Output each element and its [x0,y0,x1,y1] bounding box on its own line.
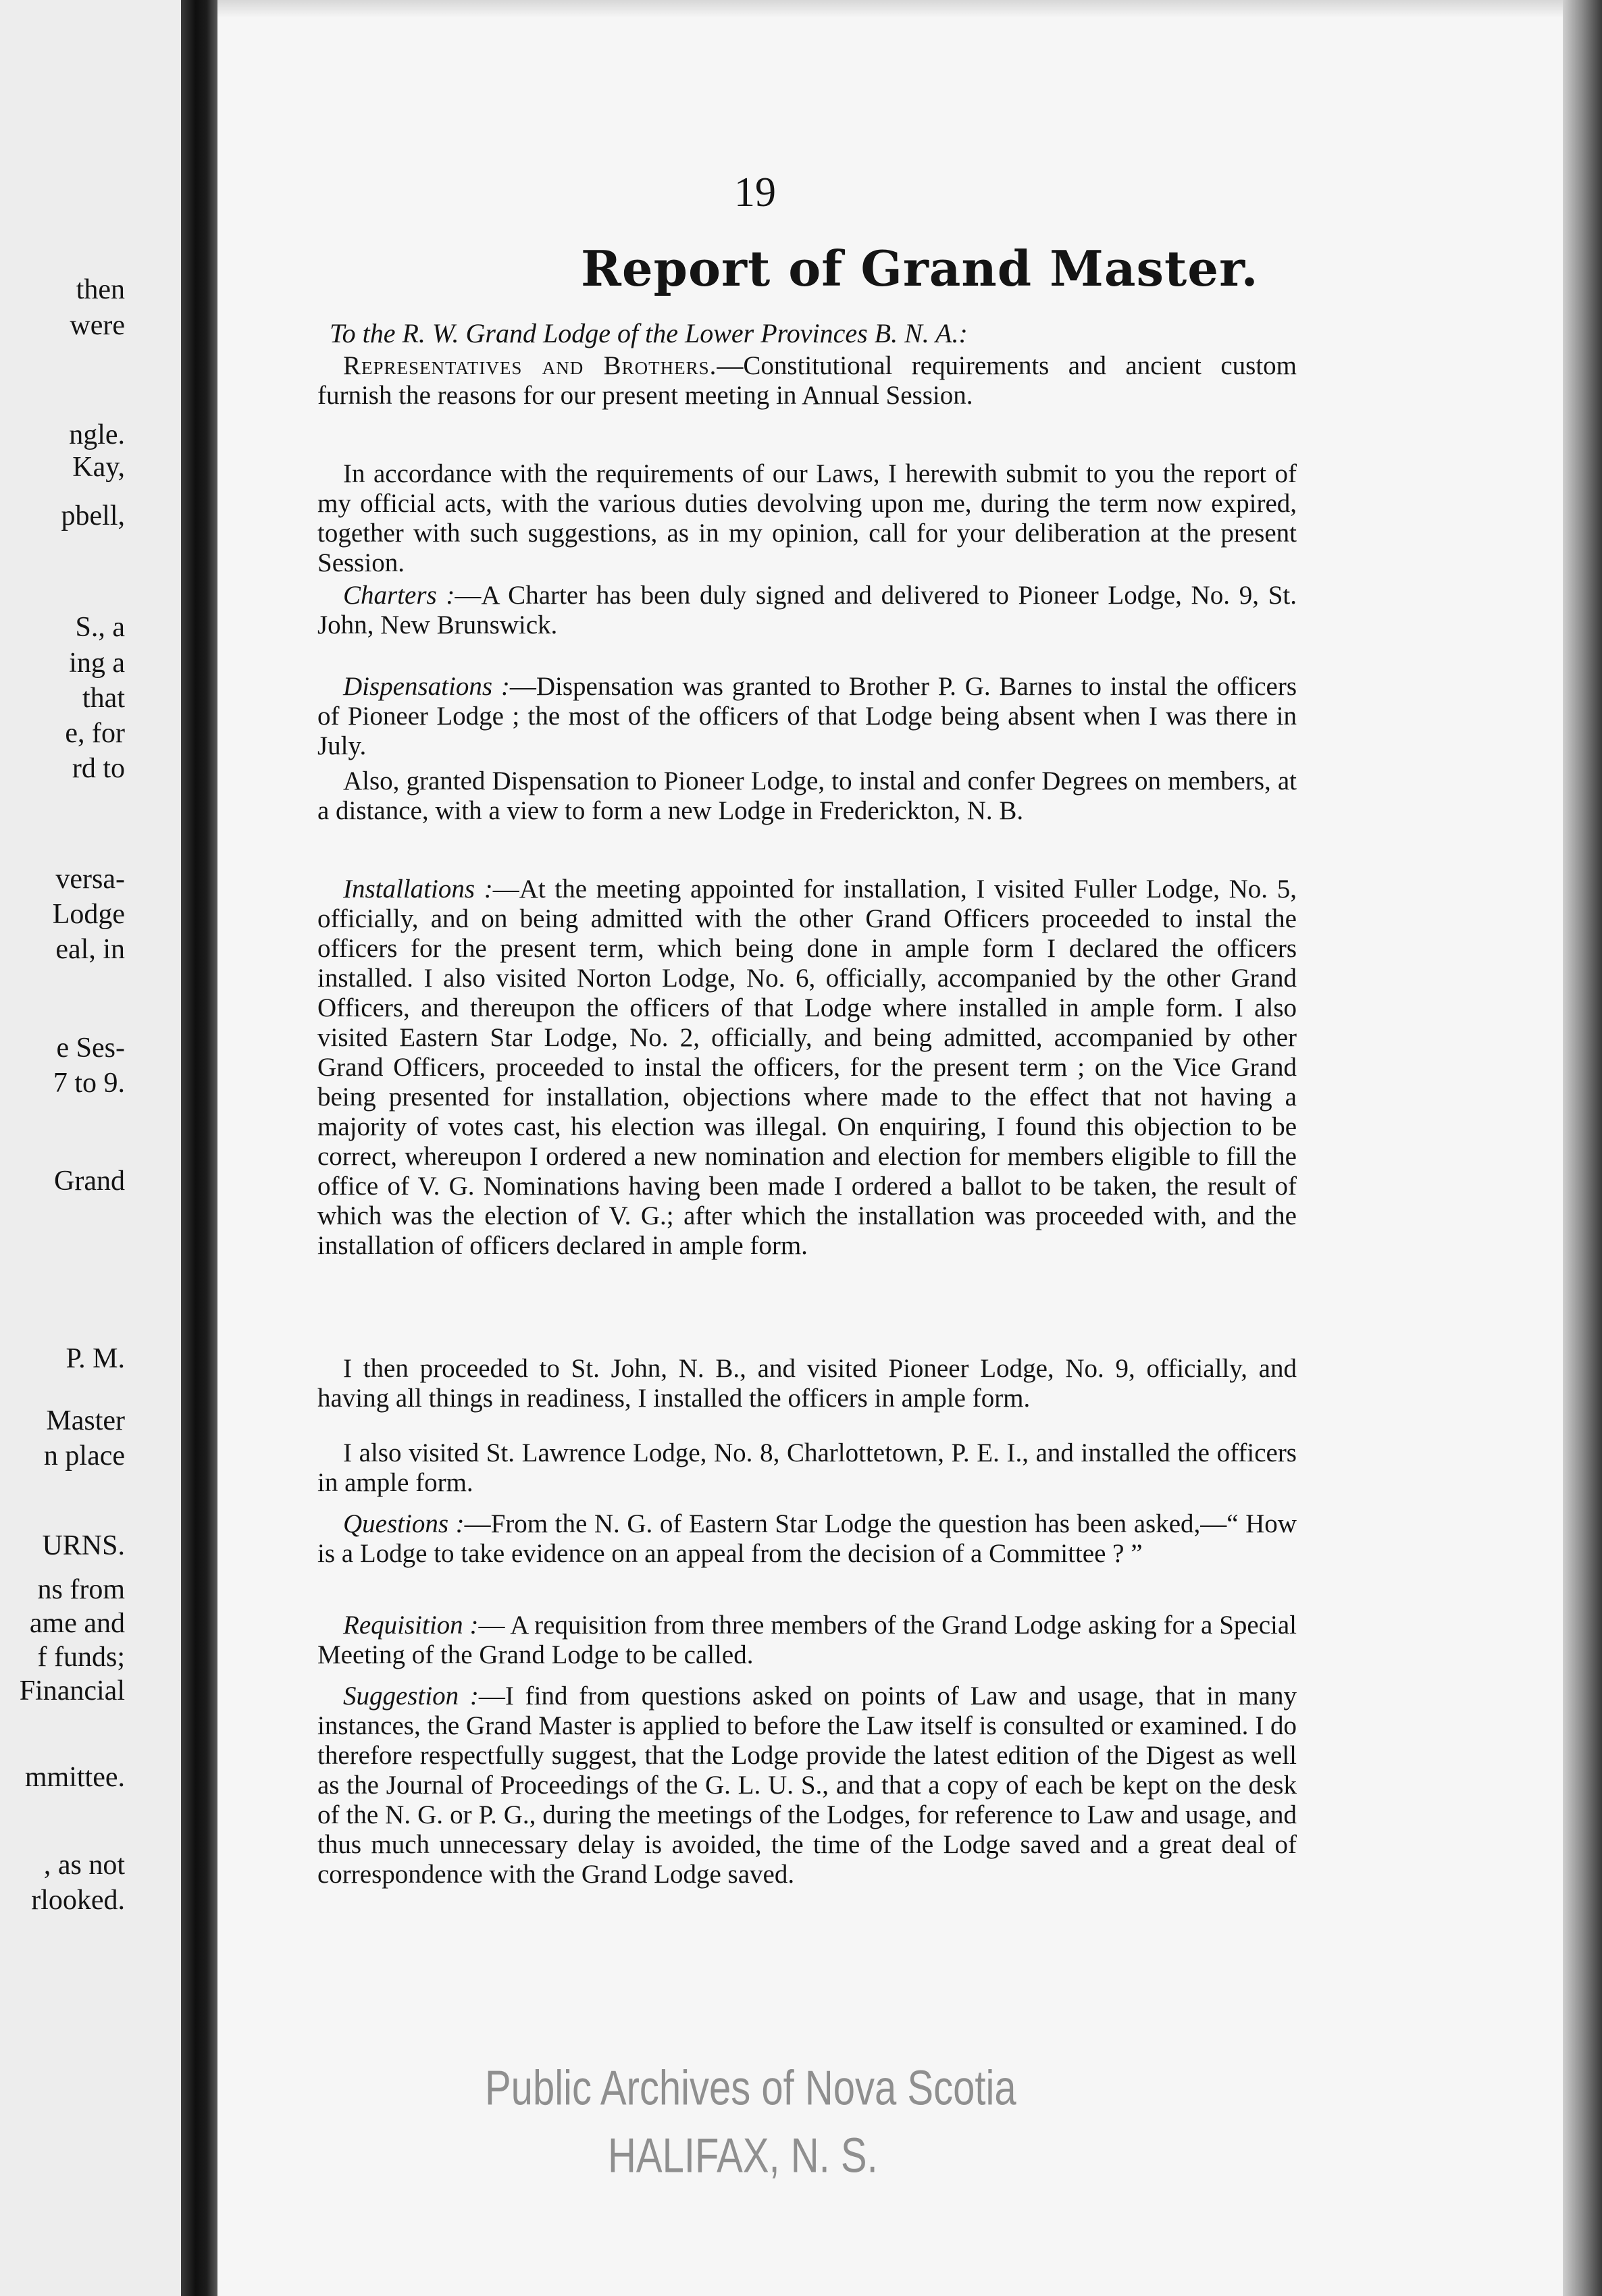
paragraph-dispensation-pioneer: Also, granted Dispensation to Pioneer Lodge, to instal and confer Degrees on members, at a distance, with a view to form a new Lodge in Frederickton, N. B. [317,766,1297,825]
paragraph-st-lawrence: I also visited St. Lawrence Lodge, No. 8, Charlottetown, P. E. I., and installed the officers in ample form. [317,1438,1297,1497]
right-page-edge [1563,0,1602,2296]
left-fragment-line: Master [46,1405,125,1436]
paragraph-requisition [317,1611,1297,1670]
left-fragment-line: f funds; [37,1642,125,1673]
paragraph-questions [317,1509,1297,1569]
archive-stamp-line1: Public Archives of Nova Scotia [485,2060,1016,2116]
paragraph-lead: Suggestion : [343,1681,479,1711]
left-fragment-line: ing a [69,648,125,679]
left-fragment-line: 7 to 9. [53,1068,125,1099]
left-fragment-line: rlooked. [31,1885,125,1916]
left-fragment-line: rd to [72,753,125,784]
paragraph-lead: Requisition : [343,1611,479,1640]
paragraph-lead: Dispensations : [343,672,510,701]
left-fragment-line: then [76,274,125,305]
left-fragment-line: Grand [54,1166,125,1197]
left-fragment-line: S., a [75,612,125,643]
paragraph-body: —Dispensation was granted to Brother P. G. Barnes to instal the officers of Pioneer Lodge ; the most of the officers of that Lodge being absent when I was there in July. [317,672,1297,760]
paragraph-charters [317,581,1297,640]
paragraph-lead: Representatives and Brothers. [343,351,717,380]
paragraph-salutation [317,351,1297,411]
paragraph-body: —A Charter has been duly signed and delivered to Pioneer Lodge, No. 9, St. John, New Brunswick. [317,581,1297,640]
left-fragment-line: n place [43,1440,125,1471]
left-fragment-line: ngle. [69,419,125,450]
left-page-fragment [0,0,176,2296]
archive-stamp-line2: HALIFAX, N. S. [608,2128,878,2183]
page-title: Report of Grand Master. [581,240,1259,297]
left-fragment-line: e Ses- [56,1033,125,1064]
left-fragment-line: were [70,310,125,341]
paragraph-lead: Charters : [343,581,455,610]
paragraph-lead: Installations : [343,875,493,904]
book-binding-gutter [181,0,217,2296]
left-fragment-line: versa- [55,864,125,895]
left-fragment-line: , as not [43,1850,125,1881]
left-fragment-line: ame and [29,1608,125,1639]
left-fragment-line: mmittee. [24,1762,125,1793]
page-number: 19 [734,169,776,215]
paragraph-body: —From the N. G. of Eastern Star Lodge the question has been asked,—“ How is a Lodge to take evidence on an appeal from the decision of a Committee ? ” [317,1509,1297,1568]
left-fragment-line: eal, in [55,934,125,965]
left-fragment-line: Kay, [72,452,125,483]
paragraph-dispensations [317,672,1297,761]
page-top-shadow [217,0,1563,18]
left-fragment-line: ns from [37,1574,125,1605]
left-fragment-line: Lodge [52,899,125,930]
paragraph-body: —I find from questions asked on points of Law and usage, that in many instances, the Grand Master is applied to before the Law itself is consulted or examined. I do therefore respectfully suggest, that the Lodge provide the latest edition of the Digest as well as the Journal of Proceedings of the G. L. U. S., and that a copy of each be kept on the desk of the N. G. or P. G., during the meetings of the Lodges, for reference to Law and usage, and thus much unnecessary delay is avoided, the time of the Lodge saved and a great deal of correspondence with the Grand Lodge saved. [317,1681,1297,1889]
paragraph-body: —Constitutional requirements and ancient custom furnish the reasons for our present meeting in Annual Session. [317,351,1297,410]
paragraph-lead: Questions : [343,1509,465,1538]
left-fragment-line: Financial [19,1675,125,1706]
paragraph-intro: In accordance with the requirements of our Laws, I herewith submit to you the report of my official acts, with the various duties devolving upon me, during the term now expired, together with such suggestions, as in my opinion, call for your deliberation at the present Session. [317,459,1297,577]
left-fragment-line: pbell, [61,500,125,531]
address-line: To the R. W. Grand Lodge of the Lower Provinces B. N. A.: [330,318,968,348]
left-fragment-line: P. M. [66,1343,125,1374]
left-fragment-line: that [82,683,125,714]
left-fragment-line: e, for [65,718,125,749]
left-fragment-line: URNS. [42,1530,125,1561]
paragraph-body: — A requisition from three members of the Grand Lodge asking for a Special Meeting of the Grand Lodge to be called. [317,1611,1297,1669]
paragraph-installations [317,875,1297,1261]
paragraph-body: —At the meeting appointed for installation, I visited Fuller Lodge, No. 5, officially, and on being admitted with the other Grand Officers proceeded to instal the officers for the present term, which being done in ample form I declared the officers installed. I also visited Norton Lodge, No. 6, officially, accompanied by the other Grand Officers, and thereupon the officers of that Lodge where installed in ample form. I also visited Eastern Star Lodge, No. 2, officially, and being admitted, accompanied by other Grand Officers, proceeded to instal the officers, for the present term ; on the Vice Grand being presented for installation, objections where made to the effect that not having a majority of votes cast, his election was illegal. On enquiring, I found this objection to be correct, whereupon I ordered a new nomination and election for members eligible to fill the office of V. G. Nominations having been made I ordered a ballot to be taken, the result of which was the election of V. G.; after which the installation was proceeded with, and the installation of officers declared in ample form. [317,875,1297,1260]
paragraph-st-john: I then proceeded to St. John, N. B., and visited Pioneer Lodge, No. 9, officially, and having all things in readiness, I installed the officers in ample form. [317,1354,1297,1413]
paragraph-suggestion [317,1681,1297,1889]
